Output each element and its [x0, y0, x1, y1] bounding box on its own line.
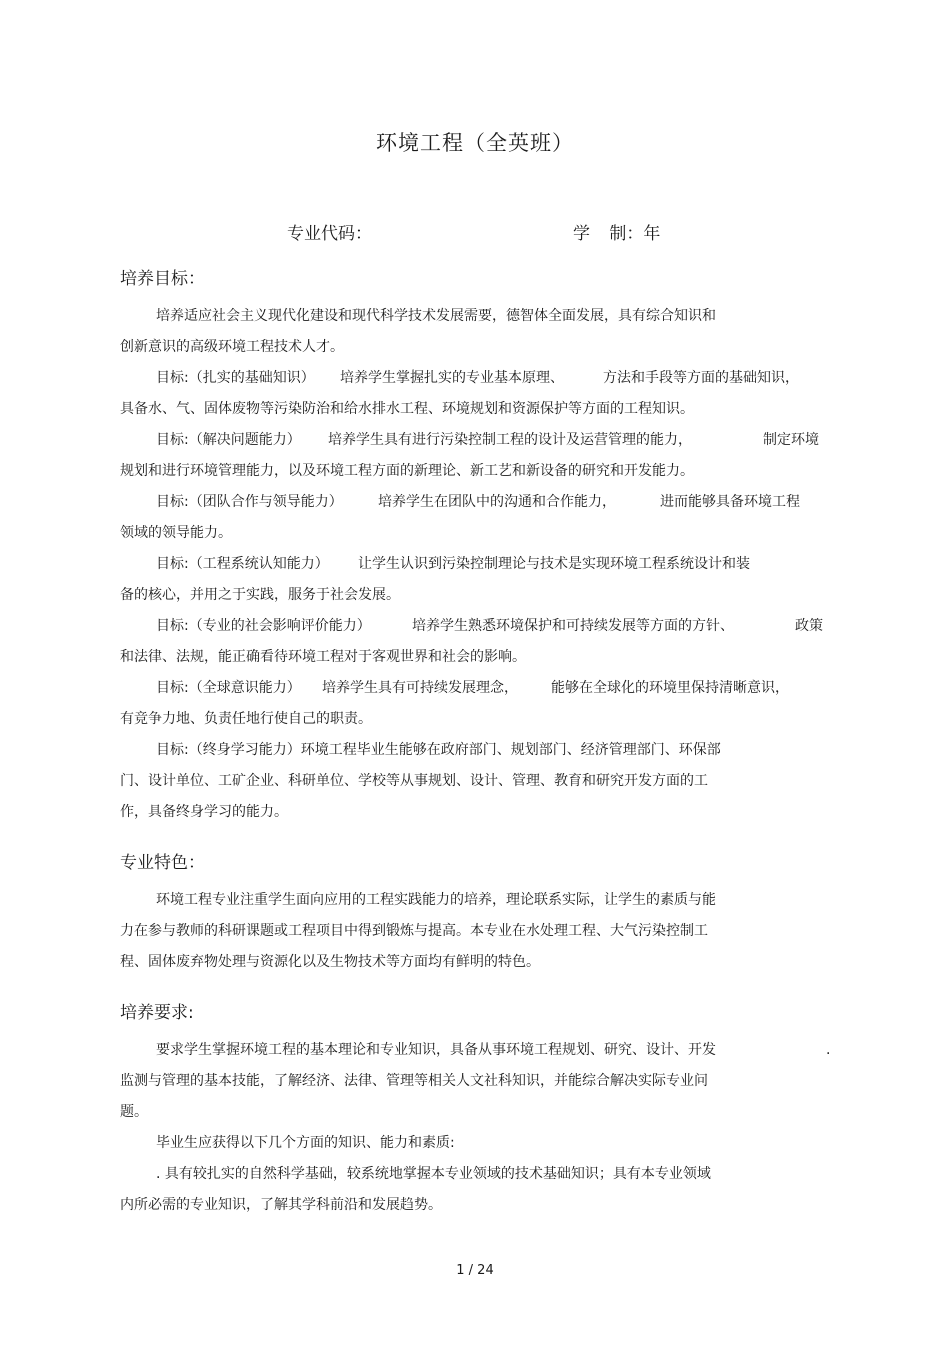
features-heading: 专业特色： — [120, 853, 205, 873]
goal-5-label: 目标:（专业的社会影响评价能力） — [156, 618, 371, 634]
goal-6-line-2: 有竞争力地、负责任地行使自己的职责。 — [120, 711, 372, 727]
goal-6-label: 目标:（全球意识能力） — [156, 680, 301, 696]
goal-1-text-a: 培养学生掌握扎实的专业基本原理、 — [340, 370, 564, 386]
goals-heading: 培养目标： — [120, 269, 205, 289]
requirements-line-5: . 具有较扎实的自然科学基础，较系统地掌握本专业领域的技术基础知识；具有本专业领域 — [156, 1166, 711, 1182]
features-line-3: 程、固体废弃物处理与资源化以及生物技术等方面均有鲜明的特色。 — [120, 954, 540, 970]
requirements-text: 要求学生掌握环境工程的基本理论和专业知识，具备从事环境工程规划、研究、设计、开发 — [156, 1042, 716, 1058]
requirements-line-2: 监测与管理的基本技能，了解经济、法律、管理等相关人文社科知识，并能综合解决实际专业问 — [120, 1073, 708, 1089]
goal-2-label: 目标:（解决问题能力） — [156, 432, 301, 448]
goal-4-label: 目标:（工程系统认知能力） — [156, 556, 329, 572]
goal-5-line-2: 和法律、法规，能正确看待环境工程对于客观世界和社会的影响。 — [120, 649, 526, 665]
goal-7-line-1: 目标:（终身学习能力）环境工程毕业生能够在政府部门、规划部门、经济管理部门、环保部 — [156, 742, 721, 758]
goal-7-line-3: 作，具备终身学习的能力。 — [120, 804, 288, 820]
goal-1-line-2: 具备水、气、固体废物等污染防治和给水排水工程、环境规划和资源保护等方面的工程知识。 — [120, 401, 694, 417]
features-line-2: 力在参与教师的科研课题或工程项目中得到锻炼与提高。本专业在水处理工程、大气污染控制工 — [120, 923, 708, 939]
goal-3-line-2: 领域的领导能力。 — [120, 525, 232, 541]
goals-intro-line-1: 培养适应社会主义现代化建设和现代科学技术发展需要，德智体全面发展，具有综合知识和 — [156, 308, 716, 324]
requirements-heading: 培养要求: — [120, 1003, 194, 1023]
goal-4-line-2: 备的核心，并用之于实践，服务于社会发展。 — [120, 587, 400, 603]
goal-6-text-b: 能够在全球化的环境里保持清晰意识， — [551, 680, 789, 696]
goal-3-text-b: 进而能够具备环境工程 — [660, 494, 800, 510]
goal-4-text-a: 让学生认识到污染控制理论与技术是实现环境工程系统设计和装 — [358, 556, 750, 572]
requirements-line-6: 内所必需的专业知识，了解其学科前沿和发展趋势。 — [120, 1197, 442, 1213]
goal-2-text-a: 培养学生具有进行污染控制工程的设计及运营管理的能力， — [328, 432, 692, 448]
goal-3-text-a: 培养学生在团队中的沟通和合作能力， — [378, 494, 616, 510]
requirements-line-4: 毕业生应获得以下几个方面的知识、能力和素质: — [156, 1135, 455, 1151]
duration-label: 学 制：年 — [573, 224, 661, 244]
goal-5-text-a: 培养学生熟悉环境保护和可持续发展等方面的方针、 — [412, 618, 734, 634]
goal-5-text-b: 政策 — [795, 618, 823, 634]
goal-2-text-b: 制定环境 — [763, 432, 819, 448]
page-number: 1 / 24 — [456, 1263, 494, 1278]
requirements-line-3: 题。 — [120, 1104, 148, 1120]
goal-2-line-2: 规划和进行环境管理能力，以及环境工程方面的新理论、新工艺和新设备的研究和开发能力。 — [120, 463, 694, 479]
goals-intro-line-2: 创新意识的高级环境工程技术人才。 — [120, 339, 344, 355]
features-line-1: 环境工程专业注重学生面向应用的工程实践能力的培养，理论联系实际，让学生的素质与能 — [156, 892, 716, 908]
goal-1-label: 目标:（扎实的基础知识） — [156, 370, 315, 386]
goal-7-line-2: 门、设计单位、工矿企业、科研单位、学校等从事规划、设计、管理、教育和研究开发方面的工 — [120, 773, 708, 789]
goal-1-text-b: 方法和手段等方面的基础知识， — [603, 370, 799, 386]
goal-6-text-a: 培养学生具有可持续发展理念， — [322, 680, 518, 696]
requirements-dot: . — [826, 1042, 831, 1058]
goal-3-label: 目标:（团队合作与领导能力） — [156, 494, 343, 510]
major-code-label: 专业代码： — [287, 224, 372, 244]
document-title: 环境工程（全英班） — [376, 131, 574, 155]
